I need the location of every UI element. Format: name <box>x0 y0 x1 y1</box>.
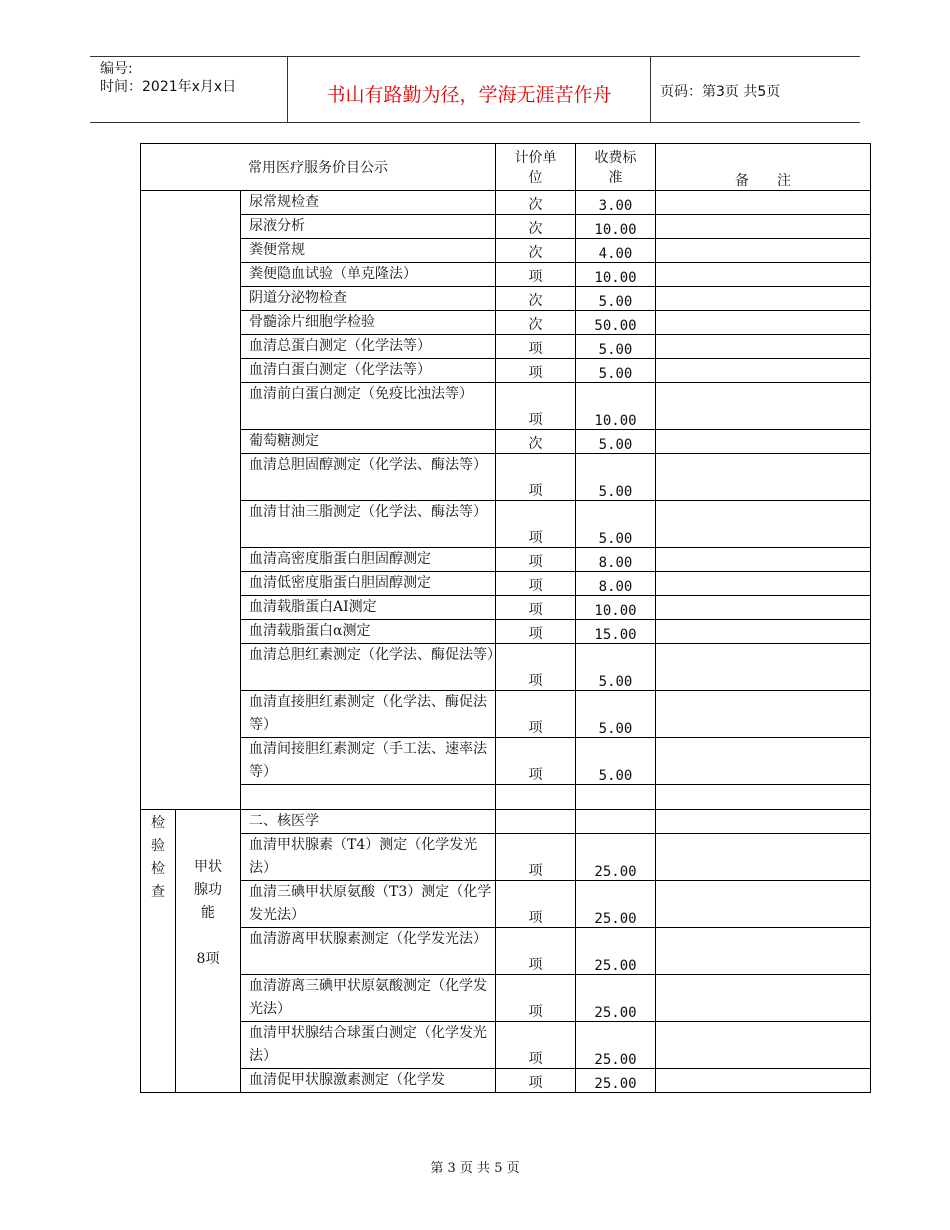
item-note <box>656 834 871 881</box>
item-unit: 次 <box>496 215 576 239</box>
table-row <box>141 596 871 620</box>
table-row <box>141 239 871 263</box>
item-note <box>656 548 871 572</box>
item-note <box>656 191 871 215</box>
table-row <box>141 881 871 928</box>
table-row <box>141 430 871 454</box>
table-row <box>141 738 871 785</box>
item-price: 15.00 <box>576 620 656 644</box>
item-note <box>656 738 871 785</box>
item-name: 血清直接胆红素测定（化学法、酶促法等） <box>241 691 496 738</box>
item-name: 血清促甲状腺激素测定（化学发 <box>241 1069 496 1093</box>
table-row <box>141 191 871 215</box>
header-top-rule <box>90 56 860 57</box>
section-title: 二、核医学 <box>241 810 496 834</box>
item-unit: 项 <box>496 644 576 691</box>
table-row <box>141 785 871 810</box>
item-note <box>656 501 871 548</box>
item-name: 血清低密度脂蛋白胆固醇测定 <box>241 572 496 596</box>
table-row <box>141 620 871 644</box>
item-name: 血清载脂蛋白AI测定 <box>241 596 496 620</box>
item-unit: 次 <box>496 311 576 335</box>
item-note <box>656 359 871 383</box>
item-note <box>656 383 871 430</box>
item-name: 血清三碘甲状原氨酸（T3）测定（化学发光法） <box>241 881 496 928</box>
item-price: 50.00 <box>576 311 656 335</box>
table-title: 常用医疗服务价目公示 <box>141 144 496 191</box>
item-price: 8.00 <box>576 548 656 572</box>
item-unit: 项 <box>496 834 576 881</box>
item-price: 10.00 <box>576 263 656 287</box>
item-name: 血清前白蛋白测定（免疫比浊法等） <box>241 383 496 430</box>
item-unit: 项 <box>496 359 576 383</box>
item-price: 5.00 <box>576 738 656 785</box>
item-name: 血清间接胆红素测定（手工法、速率法等） <box>241 738 496 785</box>
item-name: 血清总胆固醇测定（化学法、酶法等） <box>241 454 496 501</box>
item-unit: 项 <box>496 383 576 430</box>
item-name: 血清高密度脂蛋白胆固醇测定 <box>241 548 496 572</box>
table-row <box>141 928 871 975</box>
item-note <box>656 263 871 287</box>
item-price: 25.00 <box>576 1069 656 1093</box>
page-code: 页码：第3页 共5页 <box>660 84 781 100</box>
item-price: 5.00 <box>576 359 656 383</box>
table-row <box>141 834 871 881</box>
item-name: 粪便常规 <box>241 239 496 263</box>
table-row <box>141 691 871 738</box>
page-footer: 第 3 页 共 5 页 <box>430 1161 520 1176</box>
item-unit: 项 <box>496 548 576 572</box>
item-note <box>656 881 871 928</box>
item-note <box>656 1022 871 1069</box>
item-unit: 项 <box>496 1069 576 1093</box>
item-name: 血清白蛋白测定（化学法等） <box>241 359 496 383</box>
item-unit: 项 <box>496 975 576 1022</box>
item-unit: 次 <box>496 191 576 215</box>
table-row <box>141 311 871 335</box>
item-note <box>656 572 871 596</box>
item-note <box>656 691 871 738</box>
item-name: 血清甘油三脂测定（化学法、酶法等） <box>241 501 496 548</box>
item-unit: 项 <box>496 335 576 359</box>
table-header-row <box>141 144 871 191</box>
item-name: 血清游离三碘甲状原氨酸测定（化学发光法） <box>241 975 496 1022</box>
col-note-header: 备 注 <box>656 144 871 191</box>
item-unit: 项 <box>496 596 576 620</box>
item-name: 血清总蛋白测定（化学法等） <box>241 335 496 359</box>
item-unit: 项 <box>496 454 576 501</box>
item-price: 3.00 <box>576 191 656 215</box>
item-note <box>656 335 871 359</box>
table-row <box>141 215 871 239</box>
item-unit: 次 <box>496 430 576 454</box>
item-note <box>656 239 871 263</box>
group1-blank-cell <box>141 191 241 810</box>
item-price: 4.00 <box>576 239 656 263</box>
item-price: 5.00 <box>576 430 656 454</box>
item-name: 血清总胆红素测定（化学法、酶促法等） <box>241 644 496 691</box>
item-name: 血清游离甲状腺素测定（化学发光法） <box>241 928 496 975</box>
table-row <box>141 572 871 596</box>
item-unit: 项 <box>496 928 576 975</box>
item-unit: 项 <box>496 1022 576 1069</box>
item-name: 血清载脂蛋白α测定 <box>241 620 496 644</box>
table-row <box>141 548 871 572</box>
table-row <box>141 644 871 691</box>
table-row <box>141 263 871 287</box>
item-unit: 项 <box>496 263 576 287</box>
item-price: 25.00 <box>576 834 656 881</box>
item-unit: 项 <box>496 738 576 785</box>
table-row <box>141 287 871 311</box>
category-label: 检验检查 <box>151 815 165 900</box>
table-row <box>141 501 871 548</box>
item-name <box>241 785 496 810</box>
motto: 书山有路勤为径，学海无涯苦作舟 <box>326 84 612 106</box>
item-note <box>656 1069 871 1093</box>
table-row <box>141 1022 871 1069</box>
item-unit: 项 <box>496 620 576 644</box>
subcategory-label: 甲状腺功能 <box>194 859 222 921</box>
item-price: 8.00 <box>576 572 656 596</box>
item-note <box>656 975 871 1022</box>
item-price: 5.00 <box>576 287 656 311</box>
item-price: 25.00 <box>576 1022 656 1069</box>
item-name: 血清甲状腺素（T4）测定（化学发光法） <box>241 834 496 881</box>
item-note <box>656 287 871 311</box>
item-name: 阴道分泌物检查 <box>241 287 496 311</box>
item-note <box>656 454 871 501</box>
subcategory-count: 8项 <box>196 951 220 967</box>
item-unit: 项 <box>496 501 576 548</box>
section-row <box>141 810 871 834</box>
header-bottom-rule <box>90 122 860 123</box>
subcategory-cell <box>176 810 241 1093</box>
item-note <box>656 928 871 975</box>
item-name: 骨髓涂片细胞学检验 <box>241 311 496 335</box>
item-price: 25.00 <box>576 928 656 975</box>
table-row <box>141 454 871 501</box>
table-row <box>141 335 871 359</box>
item-name: 粪便隐血试验（单克隆法） <box>241 263 496 287</box>
time-label: 时间：2021年x月x日 <box>100 79 237 95</box>
item-note <box>656 596 871 620</box>
header-info <box>100 60 236 96</box>
category-cell <box>141 810 176 1093</box>
item-note <box>656 644 871 691</box>
item-note <box>656 430 871 454</box>
col-price-header: 收费标准 <box>576 144 656 191</box>
item-price: 10.00 <box>576 215 656 239</box>
item-price: 10.00 <box>576 596 656 620</box>
table-row <box>141 383 871 430</box>
item-name: 尿液分析 <box>241 215 496 239</box>
item-name: 尿常规检查 <box>241 191 496 215</box>
item-price: 25.00 <box>576 881 656 928</box>
table-row <box>141 975 871 1022</box>
item-price <box>576 785 656 810</box>
table-row <box>141 359 871 383</box>
item-name: 葡萄糖测定 <box>241 430 496 454</box>
col-unit-header: 计价单位 <box>496 144 576 191</box>
item-price: 5.00 <box>576 454 656 501</box>
item-price: 5.00 <box>576 335 656 359</box>
item-note <box>656 620 871 644</box>
number-label: 编号: <box>100 61 133 77</box>
item-note <box>656 311 871 335</box>
item-unit: 项 <box>496 881 576 928</box>
item-note <box>656 215 871 239</box>
item-unit: 次 <box>496 287 576 311</box>
item-price: 25.00 <box>576 975 656 1022</box>
item-price: 5.00 <box>576 644 656 691</box>
item-unit: 项 <box>496 572 576 596</box>
header-divider <box>650 57 651 122</box>
item-note <box>656 785 871 810</box>
item-price: 5.00 <box>576 501 656 548</box>
table-row <box>141 1069 871 1093</box>
item-unit: 次 <box>496 239 576 263</box>
item-unit: 项 <box>496 691 576 738</box>
item-price: 10.00 <box>576 383 656 430</box>
price-table <box>140 143 871 1093</box>
item-price: 5.00 <box>576 691 656 738</box>
item-name: 血清甲状腺结合球蛋白测定（化学发光法） <box>241 1022 496 1069</box>
item-unit <box>496 785 576 810</box>
